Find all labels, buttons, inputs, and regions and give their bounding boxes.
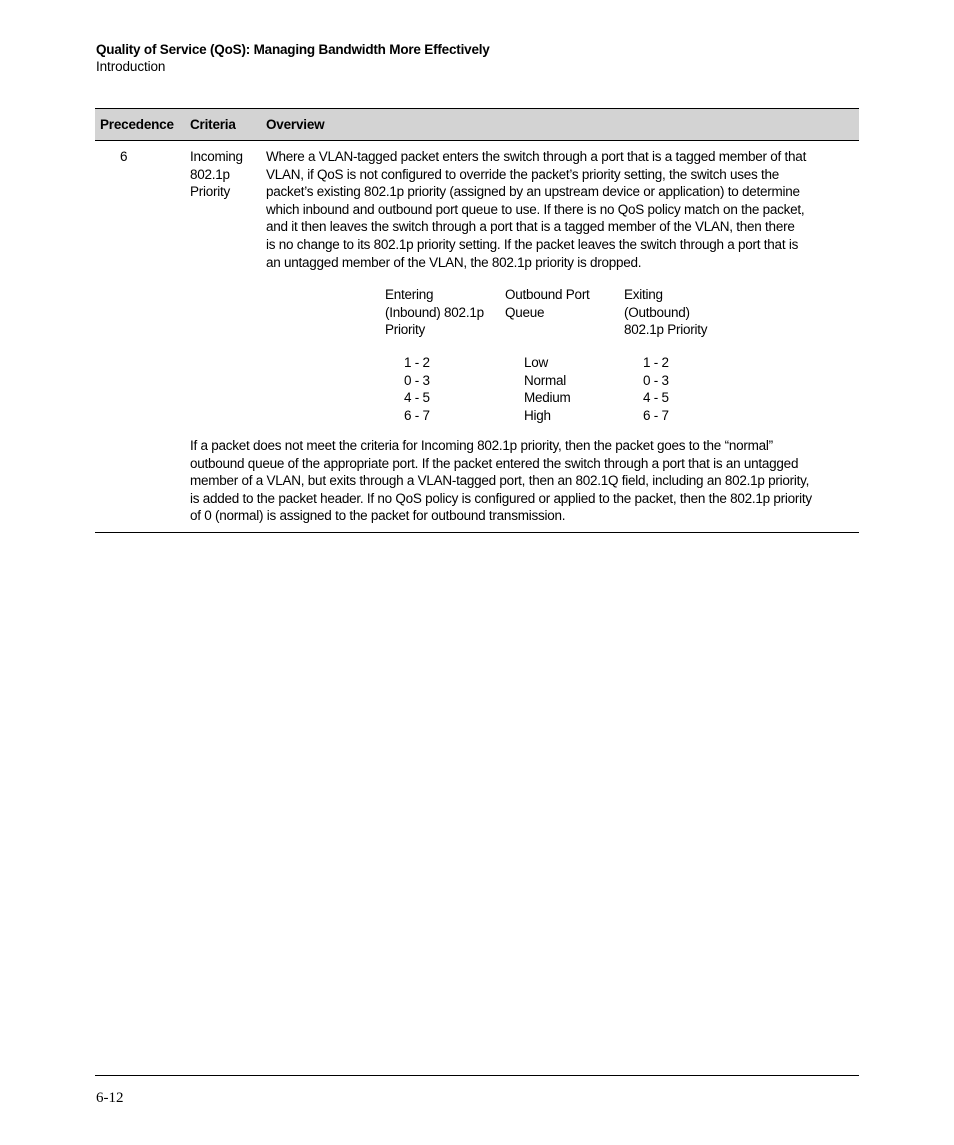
- header-line: Outbound Port: [505, 287, 590, 302]
- table-header: [95, 109, 859, 141]
- queue-value: Low: [524, 355, 549, 370]
- chapter-title: Quality of Service (QoS): Managing Bandwidth More Effectively: [96, 42, 490, 57]
- mapping-header-queue: [505, 286, 590, 321]
- mapping-header-outbound: [624, 286, 707, 339]
- criteria-line: 802.1p: [190, 166, 230, 182]
- header-line: Queue: [505, 304, 545, 320]
- header-line: 802.1p Priority: [624, 322, 708, 338]
- queue-value: High: [524, 407, 551, 423]
- overview-paragraph: [266, 148, 856, 271]
- header-criteria: Criteria: [190, 117, 236, 132]
- page-number: 6-12: [96, 1090, 124, 1106]
- inbound-value: 4 - 5: [404, 390, 430, 406]
- precedence-value: 6: [120, 149, 128, 164]
- overview-line: an untagged member of the VLAN, the 802.1p priority is dropped.: [266, 254, 642, 270]
- mapping-header-inbound: [385, 286, 484, 339]
- header-line: (Inbound) 802.1p: [385, 304, 484, 320]
- precedence-table: [95, 108, 859, 533]
- overview-line: is no change to its 802.1p priority setting. If the packet leaves the switch through a port that is: [266, 236, 799, 252]
- header-line: (Outbound): [624, 304, 690, 320]
- criteria-line: Priority: [190, 184, 231, 200]
- overview-line: Where a VLAN-tagged packet enters the switch through a port that is a tagged member of that: [266, 149, 807, 164]
- header-precedence: Precedence: [100, 117, 174, 132]
- queue-value: Medium: [524, 390, 571, 406]
- running-head: [96, 41, 490, 75]
- section-title: Introduction: [96, 59, 166, 74]
- outbound-value: 4 - 5: [643, 390, 669, 406]
- overview-line: VLAN, if QoS is not configured to override the packet’s priority setting, the switch uses the: [266, 166, 780, 182]
- footnote-line: member of a VLAN, but exits through a VLAN-tagged port, then an 802.1Q field, including an 802.1p priority,: [190, 473, 810, 489]
- overview-line: packet’s existing 802.1p priority (assigned by an upstream device or application) to determine: [266, 184, 800, 200]
- queue-value: Normal: [524, 372, 567, 388]
- inbound-value: 0 - 3: [404, 372, 430, 388]
- mapping-queue-values: [524, 354, 571, 424]
- mapping-outbound-values: [643, 354, 669, 424]
- outbound-value: 6 - 7: [643, 407, 669, 423]
- header-line: Entering: [385, 287, 434, 302]
- footnote-paragraph: [190, 437, 860, 525]
- footer-divider: [95, 1075, 859, 1076]
- footnote-line: of 0 (normal) is assigned to the packet for outbound transmission.: [190, 508, 566, 524]
- header-line: Priority: [385, 322, 426, 338]
- overview-line: which inbound and outbound port queue to use. If there is no QoS policy match on the packet,: [266, 201, 805, 217]
- priority-mapping-table: [385, 286, 745, 426]
- criteria-line: Incoming: [190, 149, 243, 164]
- header-overview: Overview: [266, 117, 325, 132]
- table-row: [95, 141, 859, 532]
- header-line: Exiting: [624, 287, 663, 302]
- footnote-line: is added to the packet header. If no QoS policy is configured or applied to the packet, then the 802.1p priority: [190, 490, 812, 506]
- criteria-cell: [190, 148, 260, 201]
- inbound-value: 1 - 2: [404, 355, 430, 370]
- inbound-value: 6 - 7: [404, 407, 430, 423]
- footnote-line: If a packet does not meet the criteria for Incoming 802.1p priority, then the packet goes to the “normal”: [190, 438, 773, 453]
- mapping-inbound-values: [404, 354, 430, 424]
- footnote-line: outbound queue of the appropriate port. If the packet entered the switch through a port that is an untagged: [190, 455, 799, 471]
- overview-line: and it then leaves the switch through a port that is a tagged member of the VLAN, then there: [266, 219, 795, 235]
- outbound-value: 0 - 3: [643, 372, 669, 388]
- outbound-value: 1 - 2: [643, 355, 669, 370]
